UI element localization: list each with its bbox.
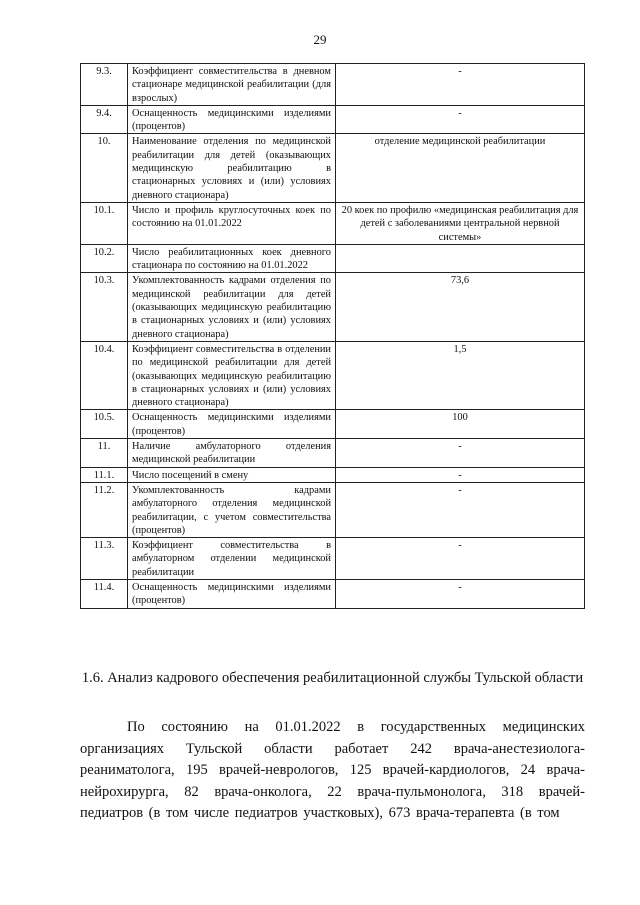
row-indicator: Число и профиль круглосуточных коек по состоянию на 01.01.2022 — [128, 202, 336, 244]
row-number: 10.3. — [81, 273, 128, 341]
table-row — [81, 410, 585, 439]
row-number: 11. — [81, 439, 128, 468]
table-row — [81, 482, 585, 537]
table-row — [81, 538, 585, 580]
row-number: 10.5. — [81, 410, 128, 439]
row-value: - — [336, 482, 585, 537]
row-number: 9.4. — [81, 105, 128, 134]
page-number: 29 — [313, 32, 327, 47]
section-heading: 1.6. Анализ кадрового обеспечения реабилитационной службы Тульской области — [81, 670, 584, 686]
row-value: - — [336, 467, 585, 482]
row-value: 100 — [336, 410, 585, 439]
row-value: - — [336, 439, 585, 468]
table-row — [81, 579, 585, 608]
table-row — [81, 105, 585, 134]
row-number: 11.2. — [81, 482, 128, 537]
body-paragraph: По состоянию на 01.01.2022 в государственных медицинских организациях Тульской области работает 242 врача-анестезиолога-реаниматолога, 195 врачей-неврологов, 125 врачей-кардиологов, 24 врача-нейрохирурга, 82 врача-онколога, 22 врача-пульмонолога, 318 врачей-педиатров (в том числе педиатров участковых), 673 врача-терапевта (в том — [80, 719, 585, 821]
row-value: 73,6 — [336, 273, 585, 341]
row-value: - — [336, 538, 585, 580]
row-number: 11.3. — [81, 538, 128, 580]
row-value — [336, 244, 585, 273]
row-indicator: Наличие амбулаторного отделения медицинской реабилитации — [128, 439, 336, 468]
row-indicator: Укомплектованность кадрами отделения по медицинской реабилитации для детей (оказывающих медицинскую реабилитацию в стационарных условиях и (или) условиях дневного стационара) — [128, 273, 336, 341]
table-row — [81, 244, 585, 273]
row-indicator: Укомплектованность кадрами амбулаторного отделения медицинской реабилитации, с учетом совместительства (процентов) — [128, 482, 336, 537]
row-indicator: Наименование отделения по медицинской реабилитации для детей (оказывающих медицинскую реабилитацию в стационарных условиях и (или) условиях дневного стационара) — [128, 134, 336, 202]
row-indicator: Коэффициент совместительства в амбулаторном отделении медицинской реабилитации — [128, 538, 336, 580]
row-indicator: Оснащенность медицинскими изделиями (процентов) — [128, 410, 336, 439]
row-indicator: Коэффициент совместительства в отделении по медицинской реабилитации для детей (оказывающих медицинскую реабилитацию в стационарных условиях и (или) условиях дневного стационара) — [128, 341, 336, 409]
table-row — [81, 341, 585, 409]
row-value: отделение медицинской реабилитации — [336, 134, 585, 202]
row-indicator: Число реабилитационных коек дневного стационара по состоянию на 01.01.2022 — [128, 244, 336, 273]
row-number: 10. — [81, 134, 128, 202]
row-value: - — [336, 579, 585, 608]
table-row — [81, 134, 585, 202]
table-row — [81, 439, 585, 468]
row-value: 20 коек по профилю «медицинская реабилитация для детей с заболеваниями центральной нервной системы» — [336, 202, 585, 244]
table-row — [81, 64, 585, 106]
row-value: - — [336, 105, 585, 134]
row-indicator: Оснащенность медицинскими изделиями (процентов) — [128, 105, 336, 134]
row-indicator: Число посещений в смену — [128, 467, 336, 482]
row-indicator: Оснащенность медицинскими изделиями (процентов) — [128, 579, 336, 608]
row-number: 10.4. — [81, 341, 128, 409]
row-value: - — [336, 64, 585, 106]
row-number: 10.2. — [81, 244, 128, 273]
table-row — [81, 273, 585, 341]
row-number: 9.3. — [81, 64, 128, 106]
row-number: 10.1. — [81, 202, 128, 244]
indicator-table — [80, 63, 585, 609]
row-number: 11.4. — [81, 579, 128, 608]
table-row — [81, 202, 585, 244]
table-row — [81, 467, 585, 482]
row-value: 1,5 — [336, 341, 585, 409]
row-number: 11.1. — [81, 467, 128, 482]
row-indicator: Коэффициент совместительства в дневном стационаре медицинской реабилитации (для взрослых) — [128, 64, 336, 106]
